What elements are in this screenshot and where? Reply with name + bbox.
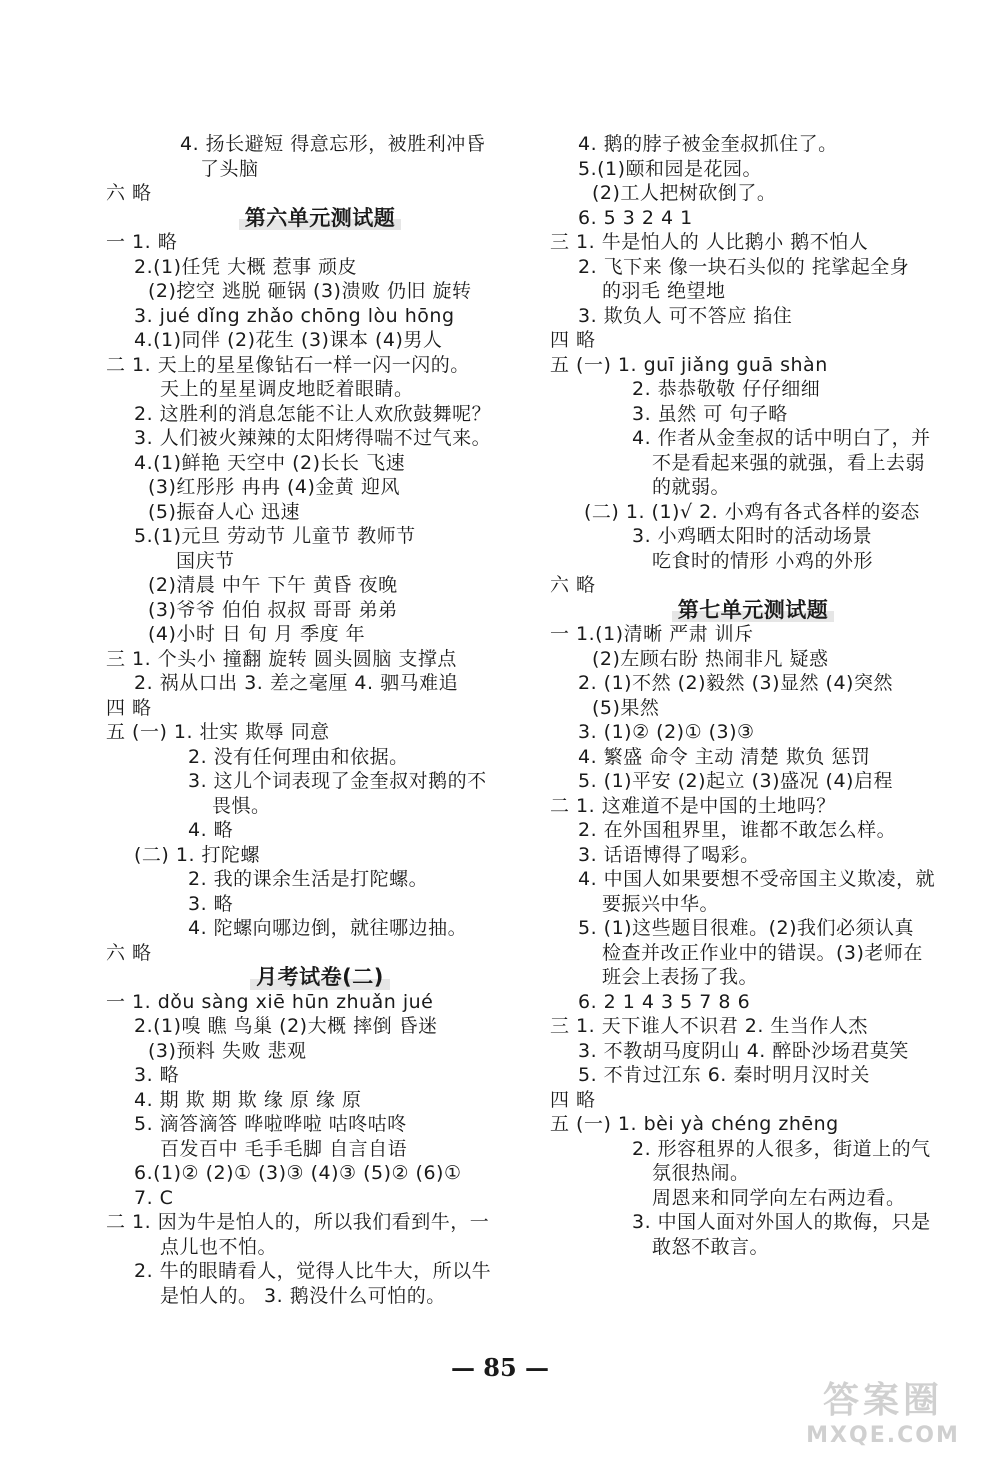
answer-line: 一 1.(1)清晰 严肃 训斥 <box>550 623 754 645</box>
answer-line: 四 略 <box>550 1088 596 1111</box>
answer-line: (3)爷爷 伯伯 叔叔 哥哥 弟弟 <box>148 598 398 621</box>
answer-line: 2. 在外国租界里，谁都不敢怎么样。 <box>578 819 897 841</box>
answer-line: 5.(1)颐和园是花园。 <box>578 157 763 180</box>
answer-line: 一 1. 略 <box>106 231 178 253</box>
answer-line: 5. 不肯过江东 6. 秦时明月汉时关 <box>578 1064 870 1086</box>
answer-line: 要振兴中华。 <box>602 892 720 915</box>
answer-line: 4. 作者从金奎叔的话中明白了，并 <box>632 427 931 449</box>
section-heading-text: 第七单元测试题 <box>672 598 835 623</box>
answer-line: 国庆节 <box>176 549 235 572</box>
answer-line: 六 略 <box>106 182 152 204</box>
answer-line: (3)预料 失败 悲观 <box>148 1039 307 1062</box>
answer-line: 4.(1)同伴 (2)花生 (3)课本 (4)男人 <box>134 329 443 351</box>
answer-line: 周恩来和同学向左右两边看。 <box>652 1186 906 1209</box>
answer-line: 敢怒不敢言。 <box>652 1235 770 1258</box>
watermark-text-cn: 答案圈 <box>822 1380 943 1421</box>
answer-line: (2)挖空 逃脱 砸锅 (3)溃败 仍旧 旋转 <box>148 280 472 302</box>
answer-line: 3. 小鸡晒太阳时的活动场景 <box>632 525 873 547</box>
answer-line: 3. 人们被火辣辣的太阳烤得喘不过气来。 <box>134 427 492 449</box>
answer-line: 3. (1)② (2)① (3)③ <box>578 721 755 743</box>
answer-line: 二 1. 因为牛是怕人的，所以我们看到牛，一 <box>106 1211 490 1233</box>
answer-line: 2. 形容租界的人很多，街道上的气 <box>632 1137 931 1160</box>
right-column <box>548 132 958 1259</box>
answer-line: 3. 话语博得了喝彩。 <box>578 843 760 866</box>
answer-line: 3. 虽然 可 句子略 <box>632 402 788 425</box>
answer-line: 2.(1)嗅 瞧 鸟巢 (2)大概 摔倒 昏迷 <box>134 1015 438 1037</box>
answer-line: 四 略 <box>550 329 596 351</box>
answer-line: 2. 牛的眼睛看人，觉得人比牛大，所以牛 <box>134 1260 492 1282</box>
answer-line: 五 (一) 1. bèi yà chéng zhēng <box>550 1113 839 1135</box>
answer-line: 三 1. 牛是怕人的 人比鹅小 鹅不怕人 <box>550 231 869 253</box>
section-heading <box>100 206 540 231</box>
answer-line: 点儿也不怕。 <box>160 1235 278 1258</box>
answer-line: 4.(1)鲜艳 天空中 (2)长长 飞速 <box>134 451 406 474</box>
answer-line: 不是看起来强的就强，看上去弱 <box>652 451 926 474</box>
answer-line: 2. 祸从口出 3. 差之毫厘 4. 驷马难追 <box>134 672 459 694</box>
answer-line: (2)清晨 中午 下午 黄昏 夜晚 <box>148 574 398 596</box>
answer-line: 3. 中国人面对外国人的欺侮，只是 <box>632 1211 931 1233</box>
answer-line: 了头脑 <box>200 157 259 180</box>
answer-line: 2. 飞下来 像一块石头似的 挓挲起全身 <box>578 255 910 278</box>
answer-line: 5. 滴答滴答 哗啦哗啦 咕咚咕咚 <box>134 1113 407 1135</box>
answer-line: 7. C <box>134 1186 174 1209</box>
answer-line: 五 (一) 1. guī jiǎng guā shàn <box>550 353 828 376</box>
answer-line: 3. 不教胡马度阴山 4. 醉卧沙场君莫笑 <box>578 1039 909 1062</box>
answer-line: 二 1. 这难道不是中国的土地吗？ <box>550 794 836 817</box>
answer-line: 2.(1)任凭 大概 惹事 顽皮 <box>134 255 358 278</box>
answer-line: 4. 繁盛 命令 主动 清楚 欺负 惩罚 <box>578 745 871 768</box>
answer-line: 3. 欺负人 可不答应 掐住 <box>578 304 793 327</box>
answer-line: 5. (1)平安 (2)起立 (3)盛况 (4)启程 <box>578 770 893 792</box>
section-heading <box>548 598 958 623</box>
answer-line: 五 (一) 1. 壮实 欺辱 同意 <box>106 721 330 743</box>
answer-line: 畏惧。 <box>212 794 271 817</box>
answer-line: 百发百中 毛手毛脚 自言自语 <box>160 1137 408 1160</box>
answer-line: 的就弱。 <box>652 476 731 498</box>
section-heading-text: 第六单元测试题 <box>239 206 402 231</box>
watermark-text-en: MXQE.COM <box>806 1423 960 1448</box>
answer-line: 3. jué dǐng zhǎo chōng lòu hōng <box>134 304 455 327</box>
answer-line: 4. 略 <box>188 819 234 841</box>
answer-line: 3. 略 <box>188 892 234 915</box>
answer-line: 氛很热闹。 <box>652 1162 750 1184</box>
page-number: — 85 — <box>450 1353 550 1382</box>
answer-line: 4. 期 欺 期 欺 缘 原 缘 原 <box>134 1088 362 1111</box>
answer-line: (2)工人把树砍倒了。 <box>592 182 777 204</box>
answer-line: (二) 1. (1)√ 2. 小鸡有各式各样的姿态 <box>584 500 920 523</box>
answer-line: (5)果然 <box>592 696 660 719</box>
answer-line: (5)振奋人心 迅速 <box>148 500 300 523</box>
answer-line: 的羽毛 绝望地 <box>602 280 726 302</box>
answer-line: (3)红彤彤 冉冉 (4)金黄 迎风 <box>148 476 400 498</box>
answer-line: 6. 2 1 4 3 5 7 8 6 <box>578 990 751 1013</box>
answer-line: 六 略 <box>106 941 152 964</box>
answer-line: 5.(1)元旦 劳动节 儿童节 教师节 <box>134 525 416 547</box>
answer-line: 天上的星星调皮地眨着眼睛。 <box>160 378 414 400</box>
answer-line: 三 1. 个头小 撞翻 旋转 圆头圆脑 支撑点 <box>106 647 457 670</box>
answer-line: 4. 中国人如果要想不受帝国主义欺凌，就 <box>578 868 936 890</box>
section-heading <box>100 965 540 990</box>
section-heading-text: 月考试卷(二) <box>250 965 390 990</box>
answer-line: 六 略 <box>550 574 596 596</box>
answer-line: 6.(1)② (2)① (3)③ (4)③ (5)② (6)① <box>134 1162 462 1184</box>
answer-line: 吃食时的情形 小鸡的外形 <box>652 549 874 572</box>
answer-line: 2. 恭恭敬敬 仔仔细细 <box>632 378 821 400</box>
answer-line: 2. 这胜利的消息怎能不让人欢欣鼓舞呢？ <box>134 402 492 425</box>
answer-line: 三 1. 天下谁人不识君 2. 生当作人杰 <box>550 1015 868 1037</box>
answer-line: 四 略 <box>106 696 152 719</box>
answer-line: 6. 5 3 2 4 1 <box>578 206 693 229</box>
answer-line: (4)小时 日 旬 月 季度 年 <box>148 623 366 645</box>
answer-line: 一 1. dǒu sàng xiē hūn zhuǎn jué <box>106 990 434 1013</box>
answer-line: 2. 没有任何理由和依据。 <box>188 745 409 768</box>
answer-line: 3. 略 <box>134 1064 180 1086</box>
answer-line: (二) 1. 打陀螺 <box>134 843 261 866</box>
answer-line: 4. 陀螺向哪边倒，就往哪边抽。 <box>188 917 468 939</box>
answer-line: 4. 扬长避短 得意忘形，被胜利冲昏 <box>180 133 486 155</box>
answer-line: 检查并改正作业中的错误。(3)老师在 <box>602 941 923 964</box>
watermark-logo <box>788 1372 978 1448</box>
answer-line: 3. 这儿个词表现了金奎叔对鹅的不 <box>188 770 487 792</box>
answer-line: 5. (1)这些题目很难。(2)我们必须认真 <box>578 917 914 939</box>
left-column <box>100 132 540 1308</box>
answer-line: (2)左顾右盼 热闹非凡 疑惑 <box>592 647 829 670</box>
answer-line: 二 1. 天上的星星像钻石一样一闪一闪的。 <box>106 353 470 376</box>
answer-line: 班会上表扬了我。 <box>602 966 759 988</box>
answer-line: 是怕人的。 3. 鹅没什么可怕的。 <box>160 1284 446 1307</box>
answer-line: 2. (1)不然 (2)毅然 (3)显然 (4)突然 <box>578 672 893 694</box>
answer-line: 2. 我的课余生活是打陀螺。 <box>188 868 429 890</box>
answer-line: 4. 鹅的脖子被金奎叔抓住了。 <box>578 133 838 155</box>
